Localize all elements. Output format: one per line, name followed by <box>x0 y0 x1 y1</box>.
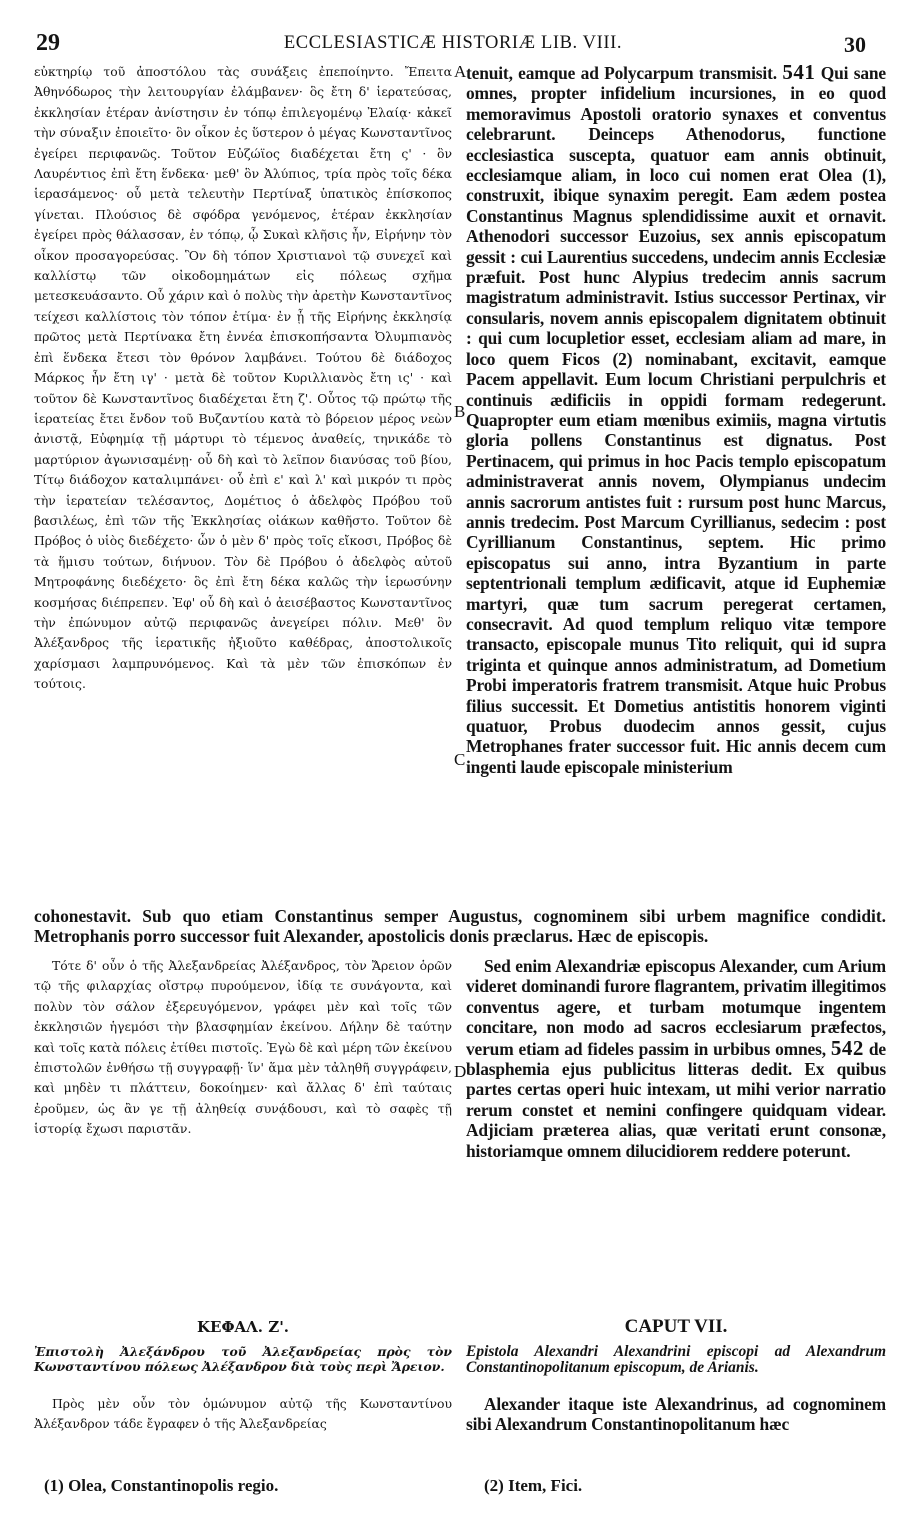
latin-paragraph-2 <box>466 956 886 1161</box>
greek-chapter-title: ΚΕΦΑΛ. Ζ'. <box>196 1318 290 1336</box>
page-number-right: 30 <box>844 32 866 57</box>
footnote-1: (1) Olea, Constantinopolis regio. <box>44 1476 279 1495</box>
page-body <box>34 60 886 1502</box>
latin-column-lower <box>466 956 886 1161</box>
margin-page-number-541: 541 <box>782 60 816 84</box>
greek-paragraph-1: εὐκτηρίῳ τοῦ ἀποστόλου τὰς συνάξεις ἐπεποίηντο. Ἔπειτα Ἀθηνόδωρος τὴν λειτουργίαν ἐλάμβανεν· ὃς ἔτη δ' ἱερατεύσας, ἐκκλησίαν ἑτέραν ἀνίστησιν ἐν τόπῳ ἐπιλεγομένῳ Ἐλαίᾳ· κἀκεῖ τὴν σύναξιν ἐποιεῖτο· ὃν οἶκον ἐς ὕστερον ὁ μέγας Κωνσταντῖνος ἐγείρει περιφανῶς. Τοῦτον Εὐζώϊος διαδέχεται ἔτη ς' · ὃν Λαυρέντιος ἐπὶ ἔτη ἕνδεκα· μεθ' ὃν Ἀλύπιος, τρία πρὸς τοῖς δέκα ἱερασάμενος· οὗ μετὰ τελευτὴν Περτίναξ ὑπατικὸς ἐπίσκοπος γίνεται. Πλούσιος δὲ σφόδρα γενόμενος, ἑτέραν ἐκκλησίαν ἐγείρει πρὸς θάλασσαν, ἐν τόπῳ, ᾧ Συκαὶ κλῆσις ἦν, Εἰρήνην τὸν οἶκον προσαγορεύσας. Ὃν δὴ τόπον Χριστιανοὶ τῷ συνεχεῖ καὶ καλλίστῳ τῶν οἰκοδομημάτων εἰς πόλεως σχῆμα μετεσκευάσαντο. Οὗ χάριν καὶ ὁ πολὺς τὴν ἀρετὴν Κωνσταντῖνος τείχεσι καλλίστοις τὸν τόπον ἐτίμα· ἐν ᾗ τῆς Εἰρήνης ἐκκλησίᾳ πρῶτος μετὰ Περτίνακα ἔτη ἐννέα ἐπισκοπήσαντα Ὀλυμπιανὸς ἐπὶ ἕνδεκα ἔτεσι τὸν θρόνον λαμβάνει. Τούτου δὲ διάδοχος Μάρκος ἦν ἔτη ιγ' · μετὰ δὲ τοῦτον Κυριλλιανὸς ἔτη ις' · καὶ τοῦτον δὲ Κωνσταντῖνος διαδέχεται ἔτη ζ'. Οὗτος τῷ πρώτῳ τῆς ἱερατείας ἔτει ἔνδον τοῦ Βυζαντίου κατὰ τὸ βόρειον μέρος νεὼν ἀνιστᾷ, Εὐφημίᾳ τῇ μάρτυρι τὸ τέμενος ἀναθείς, τηνικάδε τὸ μαρτύριον ἀγωνισαμένῃ· οὗ δὴ καὶ τὸ λεῖπον διανύσας τοῦ βίου, Τίτῳ διάδοχον καταλιμπάνει· οὗ ἐπὶ ε' καὶ λ' καὶ μικρόν τι πρὸς τὴν ἱερατείαν τελέσαντος, Δομέτιος ὁ ἀδελφὸς Πρόβου τοῦ βασιλέως, ἐπὶ τῶν τῆς Ἐκκλησίας οἰάκων καθῆστο. Τοῦτον δὲ Πρόβος ὁ υἱὸς διεδέχετο· ὧν ὁ μὲν δ' πρὸς τοῖς εἴκοσι, Πρόβος δὲ τὰ ἥμισυ τούτων, διήνυον. Τὸν δὲ Πρόβου ὁ ἀδελφὸς αὐτοῦ Μητροφάνης διεδέχετο· ὃς ἐπὶ ἔτη δέκα καλῶς τὴν ἱερωσύνην κοσμήσας διέπρεπεν. Ἐφ' οὗ δὴ καὶ ὁ ἀεισέβαστος Κωνσταντῖνος τὴν ἐπώνυμον αὐτῷ περιφανῶς ἀνεγείρει πόλιν. Μεθ' ὃν Ἀλέξανδρος τῆς ἱερατικῆς ἠξιοῦτο καθέδρας, ἀποστολικοῖς χαρίσμασι λαμπρυνόμενος. Καὶ τὰ μὲν τῶν ἐπισκόπων ἐν τούτοις. <box>34 64 452 692</box>
section-marker-d: D <box>454 1062 467 1081</box>
greek-chapter-summary: Ἐπιστολὴ Ἀλεξάνδρου τοῦ Ἀλεξανδρείας πρὸς τὸν Κωνσταντίνου πόλεως Ἀλέξανδρον διὰ τοὺς περὶ Ἄρειον. <box>34 1344 452 1374</box>
latin-chapter-title: CAPUT VII. <box>624 1316 728 1337</box>
page-header <box>30 30 876 60</box>
greek-column-upper <box>34 62 452 695</box>
section-marker-c: C <box>454 750 466 769</box>
latin-paragraph-2-rest: de blasphemia ejus publicitus litteras dedit. Ex quibus partes certas operi huic intexam, ut mihi verior narratio rerum constet et nemini confingere quidquam videar. Adjiciam præterea alias, quæ veritati erunt consonæ, historiamque omnem dilucidiorem reddere poterunt. <box>466 1038 886 1161</box>
latin-paragraph-1-rest: Qui sane omnes, propter infidelium incursiones, in eo quod memoravimus Apostoli oratorio synaxes et conventus celebrarunt. Deinceps Athenodorus, functione ecclesiastica suscepta, quatuor eam annis obtinuit, ecclesiamque aliam, in loco cui nomen erat Olea (1), construxit, ibique synaxim peregit. Eam ædem postea Constantinus Magnus splendidissime auxit et ornavit. Athenodori successor Euzoius, sex annis episcopatum gessit : cui Laurentius succedens, undecim annis Ecclesiæ præfuit. Post hunc Alypius tredecim annis sacrum magistratum administravit. Istius successor Pertinax, vir consularis, novem annis episcopalem dignitatem obtinuit : qui cum locupletior esset, ecclesiam aliam ad mare, in loco quem Ficos (2) nominabant, excitavit, eamque Pacem appellavit. Eum locum Christiani perpulchris et continuis ædificiis in oppidi formam redegerunt. Quapropter eum etiam mœnibus eximiis, magna virtutis gloria pollens Constantinus est dignatus. Post Pertinacem, qui primus in hoc Pacis templo episcopatum administraverat annis novem, Olympianus undecim annis sacrorum antistes fuit : rursum post hunc Marcus, annis tredecim. Post Marcum Cyrillianus, sedecim : post Cyrillianum Constantinus, septem. Hic primo episcopatus sui anno, intra Byzantium in parte septentrionali templum ædificavit, atque id Euphemiæ martyri, quæ tum sacrum peregerat certamen, consecravit. Ad quod templum reliquo vitæ tempore transacto, episcopale munus Tito reliquit, qui id supra triginta et quinque annos administratum, ad Dometium Probi imperatoris fratrem transmisit. Atque huic Probus filius successit. Et Dometius antistitis honorem viginti quatuor, Probus duodecim annos gessit, cujus Metrophanes frater successor fuit. Hic annis decem cum ingenti laude episcopale ministerium <box>466 63 886 777</box>
greek-column-final <box>34 1394 452 1435</box>
latin-paragraph-1-start: tenuit, eamque ad Polycarpum transmisit. <box>466 63 777 83</box>
running-title: ECCLESIASTICÆ HISTORIÆ LIB. VIII. <box>283 33 623 53</box>
page-number-left: 29 <box>36 30 60 56</box>
greek-paragraph-2: Τότε δ' οὖν ὁ τῆς Ἀλεξανδρείας Ἀλέξανδρος, τὸν Ἄρειον ὁρῶν τῷ τῆς φιλαρχίας οἴστρῳ πυρούμενον, ἰδίᾳ τε συνάγοντα, καὶ πολὺν τὸν σάλον ἐξερευγόμενον, γράφει μὲν καὶ τοῖς τῶν ἐκκλησιῶν ἡγεμόσι τὴν βλασφημίαν ἐκείνου. Δήλην δὲ ταύτην καὶ τοῖς κατὰ πόλεις ἐτίθει πιστοῖς. Ἐγὼ δὲ καὶ μέρη τῶν ἐκείνου ἐπιστολῶν ἐνθήσω τῇ συγγραφῇ· ἵν' ἅμα μὲν τἀληθῆ συγγράφειν, καὶ μηδὲν τι πλάττειν, δοκοίημεν· καὶ ἄλλας δ' ἐπὶ ταύταις ἐροῦμεν, ὡς ἂν γε τῇ ἀληθείᾳ συνᾴδουσι, καὶ τὸ σαφὲς τῇ ἱστορίᾳ ἔχωσι παριστᾶν. <box>34 958 452 1137</box>
section-marker-b: B <box>454 402 466 421</box>
latin-paragraph-1 <box>466 62 886 777</box>
section-marker-a: A <box>454 62 467 81</box>
latin-paragraph-2-start: Sed enim Alexandriæ episcopus Alexander, cum Arium videret dominandi furore flagrantem, privatim illegitimos conventus agere, et turbam motumque ingentem concitare, non modo ad sacros ecclesiarum præfectos, verum etiam ad fideles passim in urbibus omnes, <box>466 956 886 1059</box>
margin-page-number-542: 542 <box>830 1035 864 1060</box>
greek-column-lower <box>34 956 452 1140</box>
latin-chapter-summary: Epistola Alexandri Alexandrini episcopi ad Alexandrum Constantinopolitanum episcopum, de Arianis. <box>466 1343 886 1376</box>
latin-full-width-continuation: cohonestavit. Sub quo etiam Constantinus semper Augustus, cognominem sibi urbem magnifice condidit. Metrophanis porro successor fuit Alexander, apostolicis donis præclarus. Hæc de episcopis. <box>34 906 886 947</box>
latin-column-upper <box>466 62 886 777</box>
footnote-2: (2) Item, Fici. <box>484 1476 583 1495</box>
latin-paragraph-3: Alexander itaque iste Alexandrinus, ad cognominem sibi Alexandrum Constantinopolitanum hæc <box>466 1394 886 1435</box>
latin-column-final <box>466 1394 886 1435</box>
greek-paragraph-3: Πρὸς μὲν οὖν τὸν ὁμώνυμον αὐτῷ τῆς Κωνσταντίνου Ἀλέξανδρον τάδε ἔγραφεν ὁ τῆς Ἀλεξανδρείας <box>34 1396 452 1432</box>
